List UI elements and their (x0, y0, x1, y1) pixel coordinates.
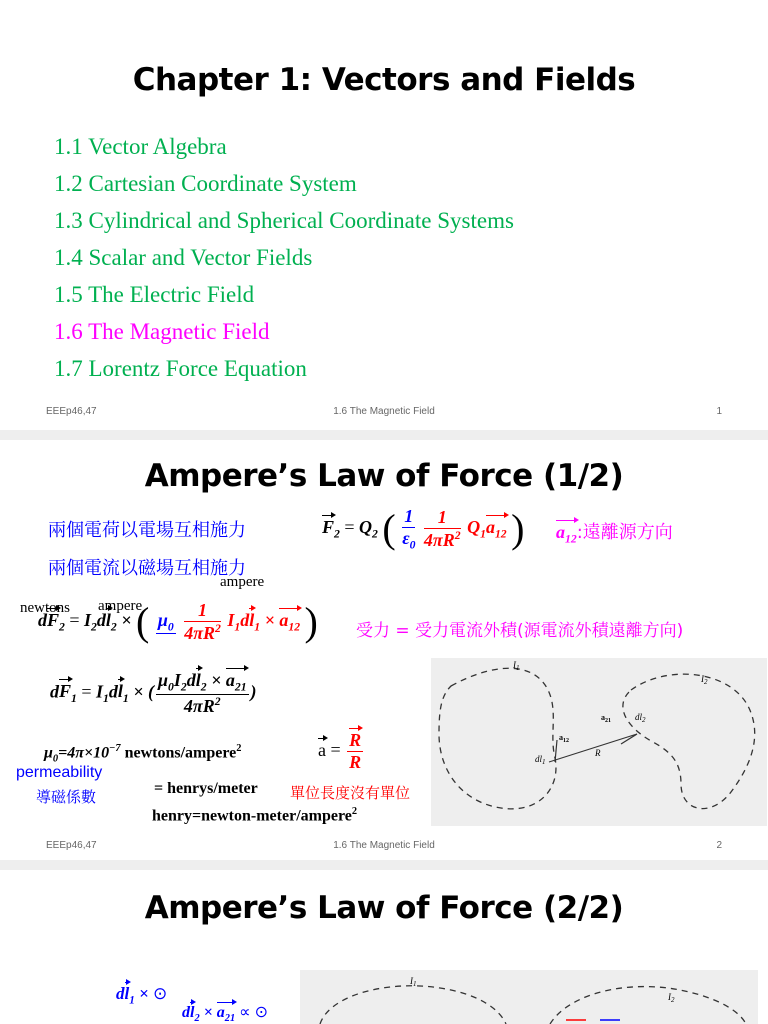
toc-item: 1.4 Scalar and Vector Fields (54, 245, 313, 270)
loop-1 (439, 668, 556, 809)
slide-3 (0, 870, 768, 1024)
slide-title: Ampere’s Law of Force (1/2) (144, 458, 624, 494)
henrys-line: = henrys/meter (154, 780, 258, 797)
force-note: 受力 = 受力電流外積(源電流外積遠離方向) (356, 621, 684, 641)
henry-definition: henry=newton-meter/ampere$^2$ (152, 806, 358, 825)
figure-label-i1: $I_1$ (513, 660, 520, 672)
a12-arrow (555, 740, 557, 762)
current-loops-figure (431, 658, 767, 826)
slide-separator (0, 430, 768, 440)
permeability-cn-label: 導磁係數 (36, 788, 97, 806)
direction-note: $a_{12}$:遠離源方向 (556, 522, 673, 546)
figure-label-a21: $a_{21}$ (601, 713, 611, 724)
slide-2 (0, 440, 768, 860)
cross-product-expression: $dl_1$ × ⊙ (116, 984, 168, 1007)
mu0-definition: $\mu_0=4\pi\times 10^{-7}$ newtons/ampere$^2$ (44, 743, 242, 765)
slide-separator (0, 860, 768, 870)
current-loops-diagram (431, 658, 767, 826)
footer-section: 1.6 The Magnetic Field (333, 840, 435, 851)
footer-source: EEEp46,47 (46, 406, 97, 417)
unit-label: ampere (98, 598, 143, 614)
unit-note: 單位長度沒有單位 (290, 784, 411, 802)
force-equation: $dF_2 = I_2dl_2$ × ( $\mu_0$ $\frac{1}{4\pi R^2}$ $I_1dl_1 \times a_{12}$ ) (38, 599, 318, 644)
coulomb-equation: $F_2 = Q_2$ ( $\frac{1}{\varepsilon_0}$ $\frac{1}{4\pi R^2}$ $Q_1a_{12}$ ) (322, 505, 525, 552)
toc-item-active: 1.6 The Magnetic Field (54, 319, 270, 344)
toc-item: 1.3 Cylindrical and Spherical Coordinate Systems (54, 208, 514, 233)
unit-vector-definition: a = $\frac{R}{R}$ (318, 730, 362, 772)
figure-label-a12: $a_{12}$ (559, 733, 569, 744)
figure-label-r: R (595, 748, 601, 758)
toc-item: 1.7 Lorentz Force Equation (54, 356, 307, 381)
slide-1 (0, 0, 768, 430)
note-magnetic: 兩個電流以磁場互相施力 (48, 558, 246, 579)
page-number: 1 (716, 406, 722, 417)
a21-arrow (621, 734, 637, 744)
figure-label-i1: $I_1$ (410, 976, 417, 988)
note-electric: 兩個電荷以電場互相施力 (48, 520, 246, 541)
loop-2-partial (550, 987, 746, 1024)
footer-section: 1.6 The Magnetic Field (333, 406, 435, 417)
figure-label-dl2: $dl_2$ (635, 712, 646, 724)
reciprocal-force-equation: $dF_1 = I_1dl_1$ × ( $\frac{\mu_0I_2dl_2 \times a_{21}}{4\pi R^2}$ ) (50, 670, 257, 716)
toc-item: 1.2 Cartesian Coordinate System (54, 171, 357, 196)
field-figure (300, 970, 758, 1024)
footer-source: EEEp46,47 (46, 840, 97, 851)
page-number: 2 (716, 840, 722, 851)
loop-2 (623, 674, 755, 808)
toc-item: 1.5 The Electric Field (54, 282, 255, 307)
figure-label-i2: $I_2$ (701, 674, 708, 686)
toc-item: 1.1 Vector Algebra (54, 134, 227, 159)
figure-label-i2: $I_2$ (668, 992, 675, 1004)
permeability-label: permeability (16, 764, 103, 781)
figure-label-dl1: $dl_1$ (535, 754, 546, 766)
field-diagram (300, 970, 758, 1024)
slide-title: Ampere’s Law of Force (2/2) (144, 890, 624, 926)
table-of-contents (54, 128, 514, 387)
unit-label: newtons (20, 600, 70, 616)
proportional-expression: $dl_2 \times a_{21}$ ∝ ⊙ (182, 1004, 269, 1024)
unit-label: ampere (220, 574, 265, 590)
slide-title: Chapter 1: Vectors and Fields (132, 62, 636, 98)
loop-1-partial (320, 986, 506, 1024)
